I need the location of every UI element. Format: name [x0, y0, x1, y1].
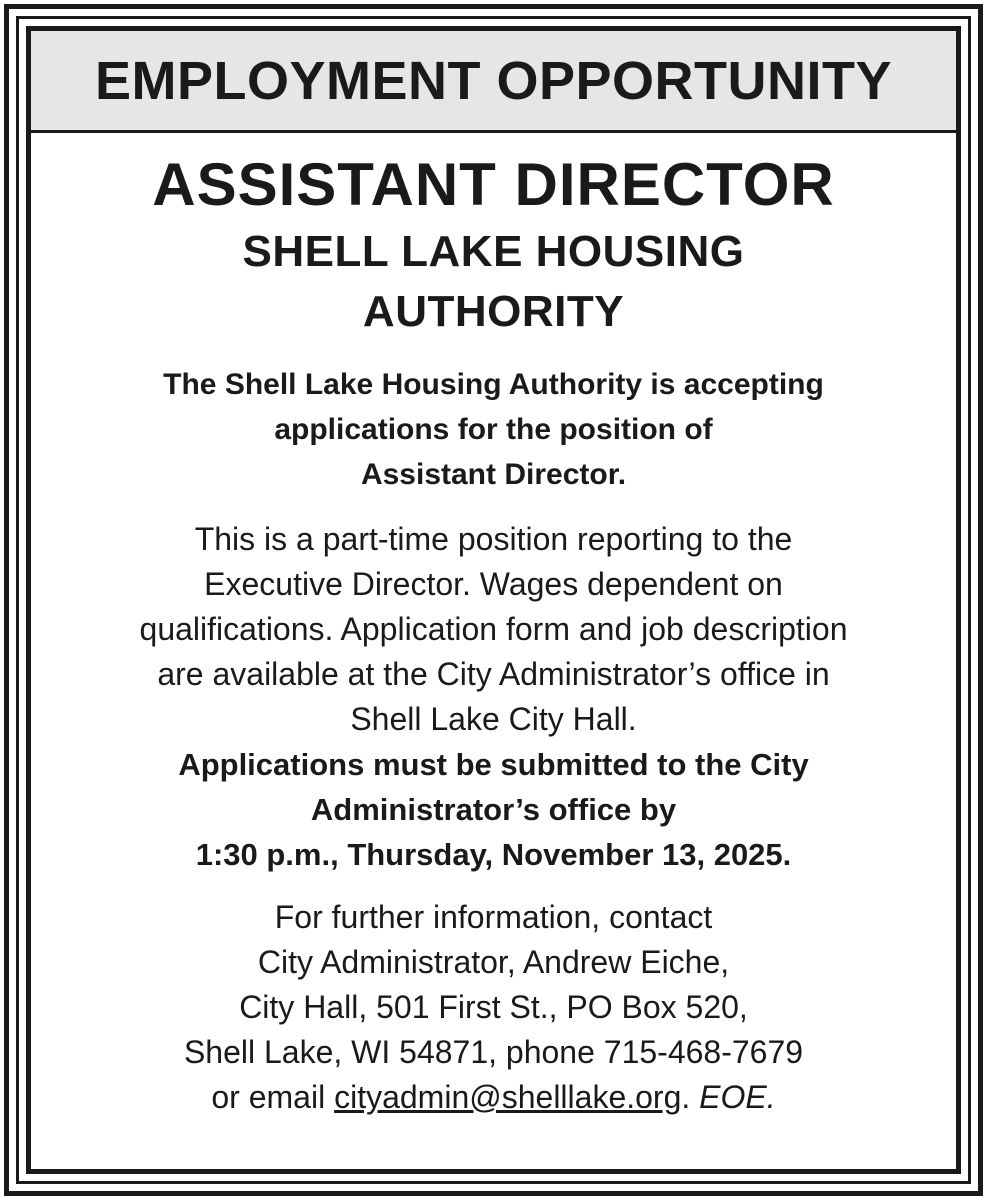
banner-text: EMPLOYMENT OPPORTUNITY	[94, 50, 893, 111]
position-title: ASSISTANT DIRECTOR	[152, 151, 835, 218]
employment-opportunity-banner	[31, 31, 956, 133]
intro-paragraph	[84, 362, 904, 497]
deadline-line: Applications must be submitted to the City	[178, 747, 809, 782]
email-prefix: or email	[211, 1079, 335, 1115]
contact-line: For further information, contact	[274, 899, 713, 935]
email-link[interactable]: cityadmin@shelllake.org	[334, 1079, 682, 1115]
ad-content	[40, 150, 947, 1120]
deadline-paragraph	[104, 742, 884, 877]
organization-name	[174, 222, 814, 342]
organization-line: SHELL LAKE HOUSING	[242, 227, 745, 276]
intro-line: The Shell Lake Housing Authority is accepting	[163, 368, 824, 401]
details-line: Shell Lake City Hall.	[350, 701, 637, 737]
organization-line: AUTHORITY	[362, 287, 625, 336]
contact-line: City Administrator, Andrew Eiche,	[257, 944, 730, 980]
eoe-label: EOE.	[699, 1079, 776, 1115]
contact-line: City Hall, 501 First St., PO Box 520,	[239, 989, 748, 1025]
details-line: This is a part-time position reporting to the	[194, 521, 793, 557]
details-paragraph	[54, 517, 934, 742]
contact-paragraph	[54, 895, 934, 1120]
intro-line: Assistant Director.	[360, 458, 627, 491]
email-suffix: .	[681, 1079, 700, 1115]
details-line: Executive Director. Wages dependent on	[204, 566, 783, 602]
intro-line: applications for the position of	[274, 413, 713, 446]
contact-email-line	[54, 1075, 934, 1120]
details-line: are available at the City Administrator’s office in	[157, 656, 830, 692]
deadline-line: 1:30 p.m., Thursday, November 13, 2025.	[195, 837, 792, 872]
details-line: qualifications. Application form and job description	[139, 611, 848, 647]
contact-line: Shell Lake, WI 54871, phone 715-468-7679	[183, 1034, 804, 1070]
deadline-line: Administrator’s office by	[310, 792, 677, 827]
